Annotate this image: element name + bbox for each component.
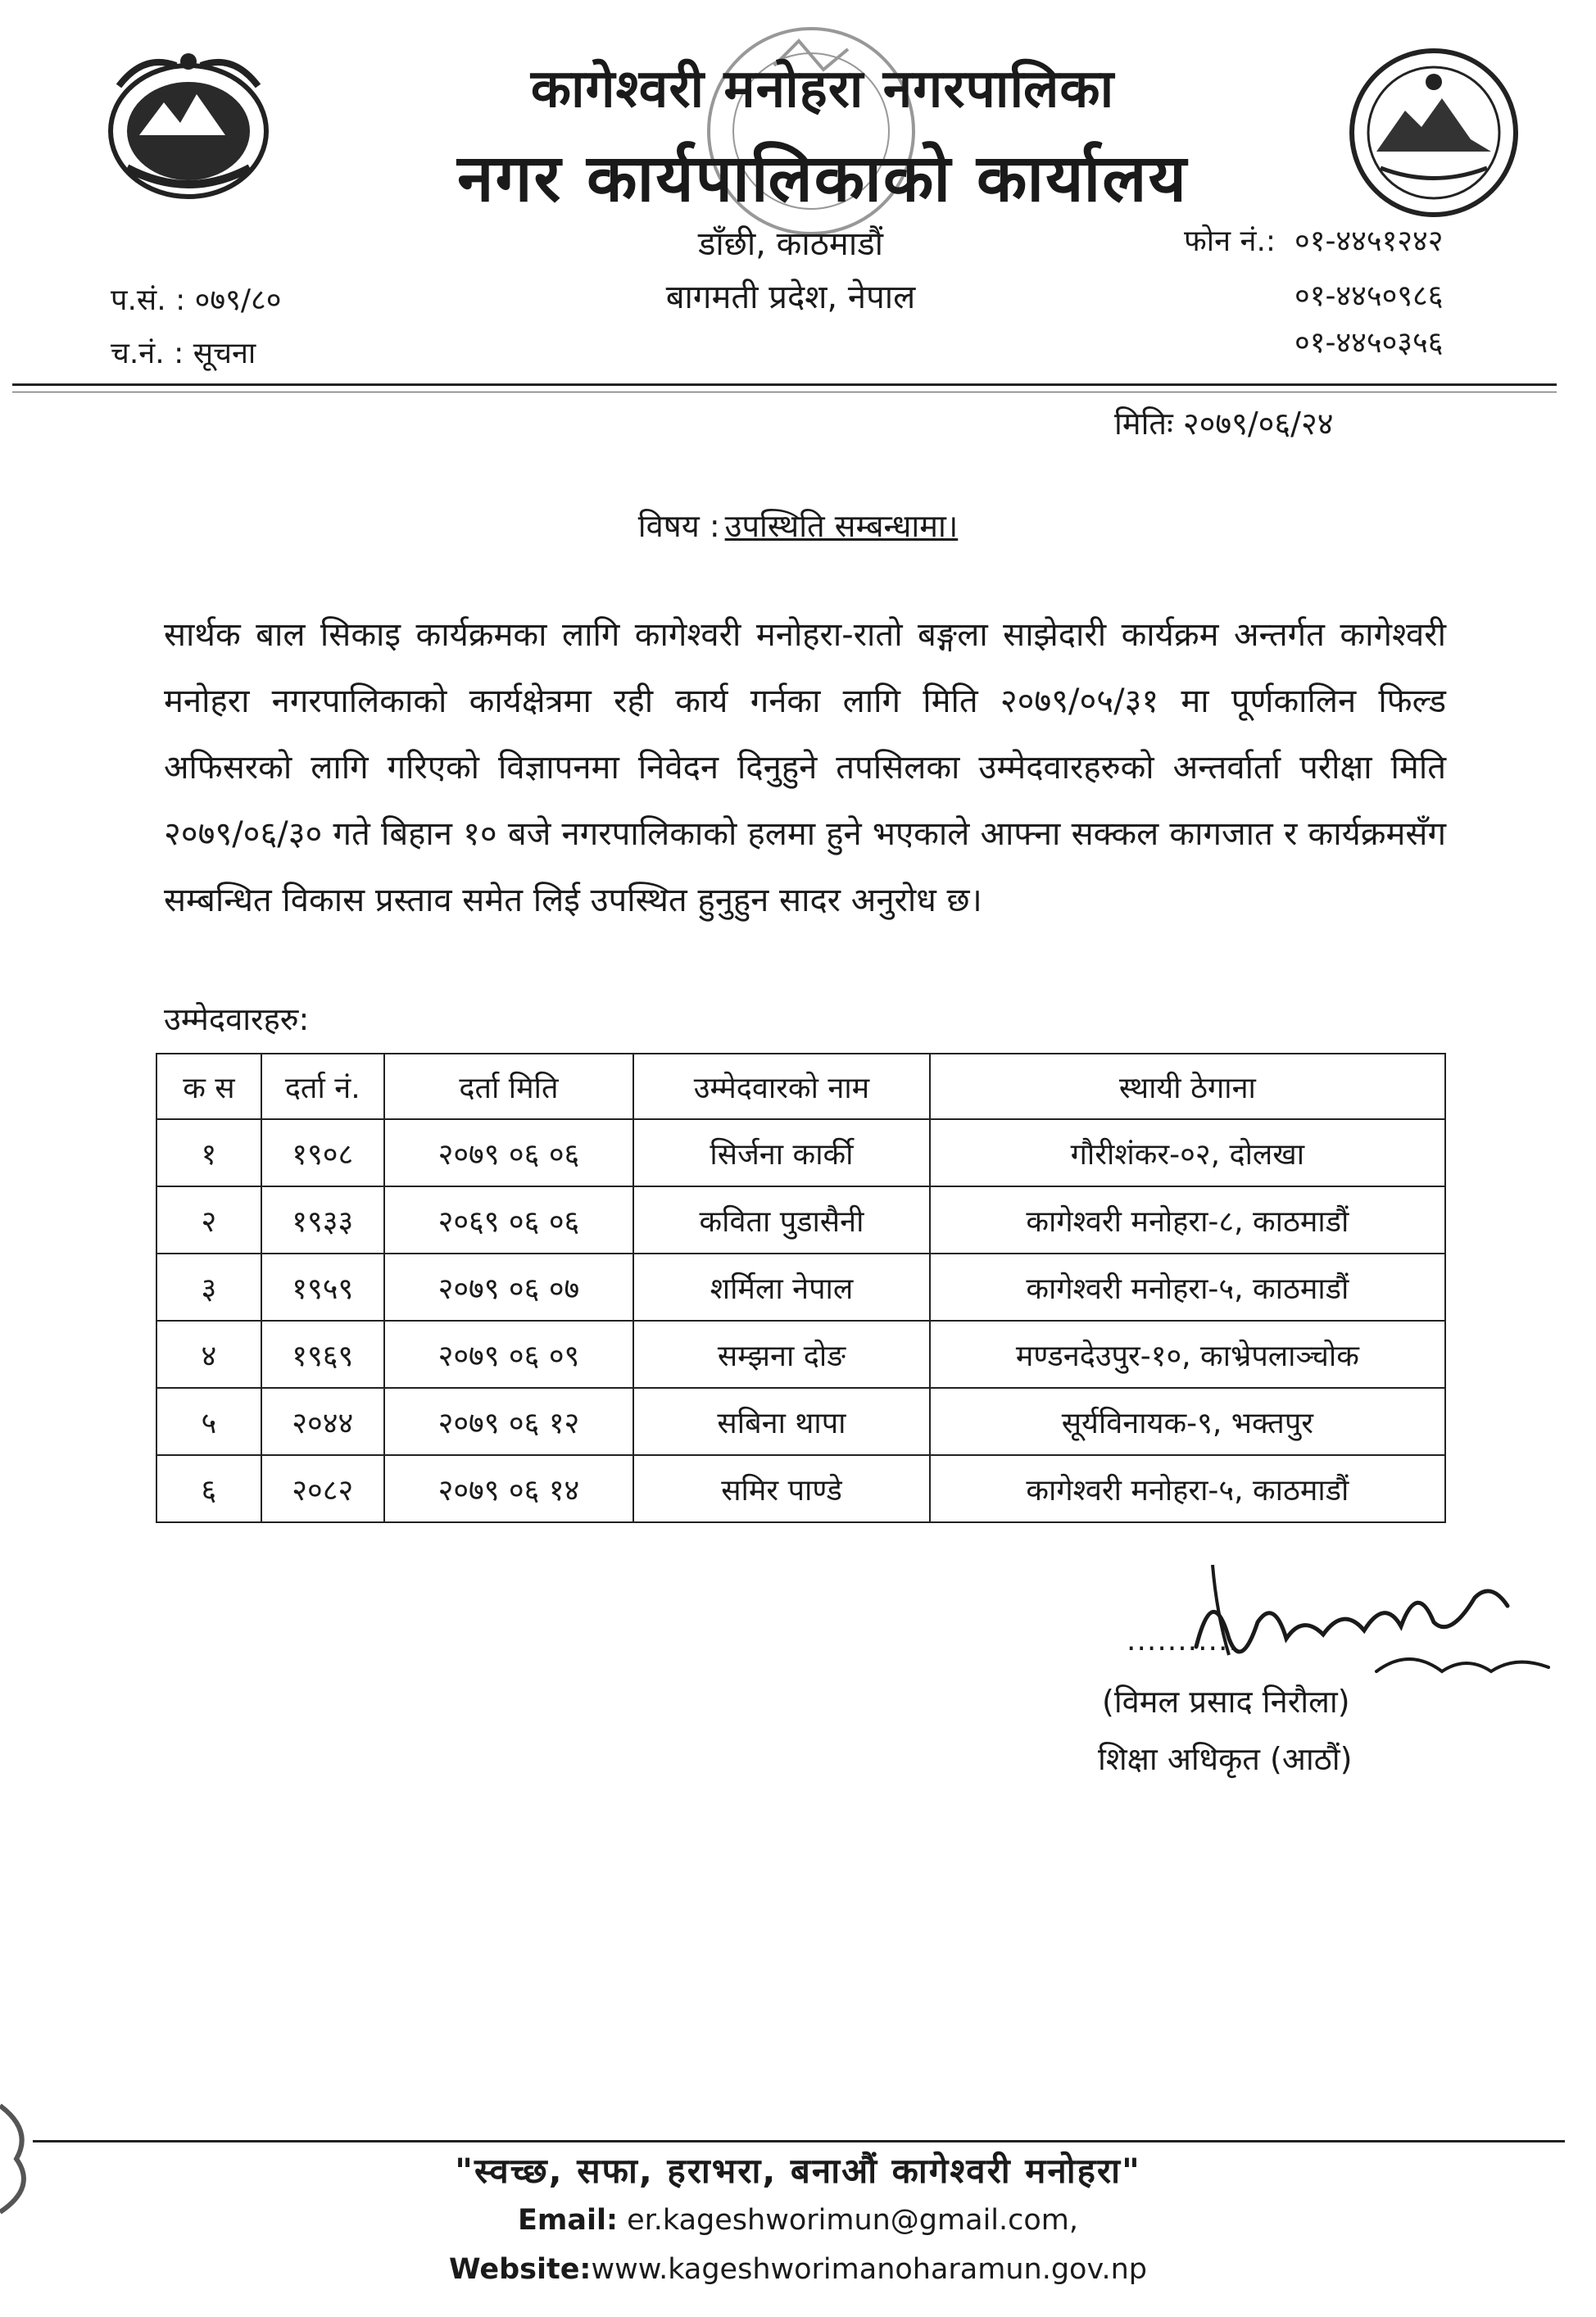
col-header-serial: क स [156, 1054, 261, 1119]
cell-serial: ५ [156, 1388, 261, 1455]
cell-name: कविता पुडासैनी [633, 1186, 930, 1254]
cell-serial: ६ [156, 1455, 261, 1522]
email-address[interactable]: er.kageshworimun@gmail.com, [627, 2204, 1079, 2237]
cell-reg-no: १९३३ [261, 1186, 384, 1254]
cell-address: गौरीशंकर-०२, दोलखा [930, 1119, 1445, 1186]
cell-reg-date: २०७९ ०६ ०९ [384, 1321, 634, 1388]
cell-serial: ३ [156, 1254, 261, 1321]
cell-address: कागेश्वरी मनोहरा-५, काठमाडौं [930, 1455, 1445, 1522]
cell-serial: २ [156, 1186, 261, 1254]
col-header-reg-no: दर्ता नं. [261, 1054, 384, 1119]
cell-reg-no: १९५९ [261, 1254, 384, 1321]
cell-address: सूर्यविनायक-९, भक्तपुर [930, 1388, 1445, 1455]
candidates-label: उम्मेदवारहरु: [164, 1001, 310, 1037]
signatory-title: शिक्षा अधिकृत (आठौं) [1098, 1741, 1353, 1777]
footer-slogan: "स्वच्छ, सफा, हराभरा, बनाऔं कागेश्वरी मनोहरा" [455, 2151, 1141, 2191]
notice-body: सार्थक बाल सिकाइ कार्यक्रमका लागि कागेश्वरी मनोहरा-रातो बङ्गला साझेदारी कार्यक्रम अन्तर्गत कागेश्वरी मनोहरा नगरपालिकाको कार्यक्षेत्रमा रही कार्य गर्नका लागि मिति २०७९/०५/३१ मा पूर्णकालिन फिल्ड अफिसरको लागि गरिएको विज्ञापनमा निवेदन दिनुहुने तपसिलका उम्मेदवारहरुको अन्तर्वार्ता परीक्षा मिति २०७९/०६/३० गते बिहान १० बजे नगरपालिकाको हलमा हुने भएकाले आफ्ना सक्कल कागजात र कार्यक्रमसँग सम्बन्धित विकास प्रस्ताव समेत लिई उपस्थित हुनुहुन सादर अनुरोध छ। [164, 616, 1446, 919]
footer-divider [33, 2140, 1565, 2142]
footer-email [0, 2204, 1596, 2237]
table-row [156, 1388, 1445, 1455]
cell-address: कागेश्वरी मनोहरा-८, काठमाडौं [930, 1186, 1445, 1254]
website-url[interactable]: www.kageshworimanoharamun.gov.np [591, 2253, 1147, 2286]
table-row [156, 1455, 1445, 1522]
dispatch-number: च.नं. : सूचना [111, 337, 256, 370]
cell-serial: १ [156, 1119, 261, 1186]
table-header-row [156, 1054, 1445, 1119]
cell-reg-no: १९०८ [261, 1119, 384, 1186]
table-row [156, 1119, 1445, 1186]
cell-reg-date: २०६९ ०६ ०६ [384, 1186, 634, 1254]
cell-address: मण्डनदेउपुर-१०, काभ्रेपलाञ्चोक [930, 1321, 1445, 1388]
office-name: नगर कार्यपालिकाको कार्यालय [457, 140, 1188, 216]
address-line-2: बागमती प्रदेश, नेपाल [665, 279, 916, 316]
cell-address: कागेश्वरी मनोहरा-५, काठमाडौं [930, 1254, 1445, 1321]
col-header-address: स्थायी ठेगाना [930, 1054, 1445, 1119]
cell-serial: ४ [156, 1321, 261, 1388]
website-label: Website: [448, 2253, 592, 2286]
cell-reg-no: २०४४ [261, 1388, 384, 1455]
notice-date: मितिः २०७९/०६/२४ [1114, 406, 1334, 442]
cell-reg-date: २०७९ ०६ ०७ [384, 1254, 634, 1321]
notice-subject [0, 504, 1596, 546]
cell-reg-date: २०७९ ०६ १२ [384, 1388, 634, 1455]
subject-label: विषय : [637, 508, 720, 544]
cell-name: शर्मिला नेपाल [633, 1254, 930, 1321]
subject-text: उपस्थिति सम्बन्धामा। [724, 508, 959, 544]
phone-number-3: ०१-४४५०३५६ [1294, 326, 1444, 360]
address-line-1: डाँछी, काठमाडौं [698, 225, 883, 263]
footer-website [0, 2253, 1596, 2286]
col-header-reg-date: दर्ता मिति [384, 1054, 634, 1119]
cell-name: सम्झना दोङ [633, 1321, 930, 1388]
cell-reg-date: २०७९ ०६ ०६ [384, 1119, 634, 1186]
cell-name: सबिना थापा [633, 1388, 930, 1455]
cell-name: सिर्जना कार्की [633, 1119, 930, 1186]
header-divider [12, 383, 1557, 386]
signature-line: ........... [1127, 1624, 1239, 1657]
phone-label: फोन नं.: [1184, 224, 1276, 258]
phone-number-1: ०१-४४५१२४२ [1294, 224, 1444, 258]
table-row [156, 1186, 1445, 1254]
cell-reg-no: २०८२ [261, 1455, 384, 1522]
cell-name: समिर पाण्डे [633, 1455, 930, 1522]
table-row [156, 1321, 1445, 1388]
cell-reg-no: १९६९ [261, 1321, 384, 1388]
reference-number: प.सं. : ०७९/८० [111, 283, 282, 317]
table-row [156, 1254, 1445, 1321]
candidates-table [156, 1053, 1446, 1523]
phone-number-2: ०१-४४५०९८६ [1294, 279, 1444, 313]
cell-reg-date: २०७९ ०६ १४ [384, 1455, 634, 1522]
email-label: Email: [517, 2204, 618, 2237]
col-header-name: उम्मेदवारको नाम [633, 1054, 930, 1119]
signatory-name: (विमल प्रसाद निरौला) [1102, 1684, 1350, 1720]
municipality-name: कागेश्वरी मनोहरा नगरपालिका [530, 59, 1115, 120]
